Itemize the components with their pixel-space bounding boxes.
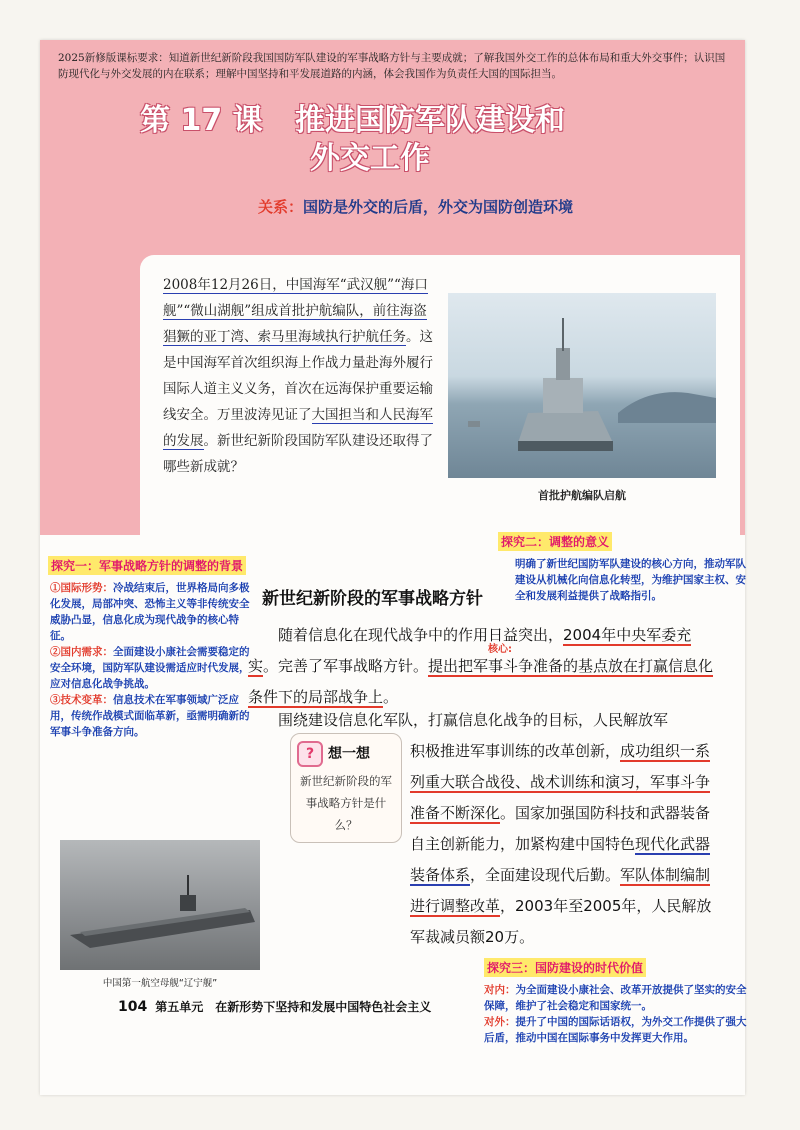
section-title: 新世纪新阶段的军事战略方针 [262,589,483,609]
page-footer [118,998,431,1015]
story-underlined-1: 2008年12月26日，中国海军“武汉舰”“海口舰”“微山湖舰”组成首批护航编队，前往海盗猖獗的亚丁湾、索马里海域执行护航任务 [163,277,428,345]
relation-note [258,196,573,217]
explore1-item3-text: 信息技术在军事领域广泛应用，传统作战模式面临革新，亟需明确新的军事斗争准备方向。 [50,694,250,738]
p1-part-e: 。 [383,688,399,706]
explore2-text: 明确了新世纪国防军队建设的核心方向，推动军队建设从机械化向信息化转型，为维护国家主权、安全和发展利益提供了战略指引。 [515,558,746,602]
lesson-title-line1: 推进国防军队建设和 [295,103,565,138]
explore1-title: 探究一：军事战略方针的调整的背景 [48,556,246,575]
explore1-notes [50,580,250,740]
escort-fleet-caption: 首批护航编队启航 [538,489,626,502]
p2-part-g: 军队体制编制进行调整改革 [410,866,711,915]
relation-text: 国防是外交的后盾，外交为国防创造环境 [303,198,574,216]
explore3-external-text: 提升了中国的国际话语权，为外交工作提供了强大后盾，推动中国在国际事务中发挥更大作用。 [484,1016,747,1044]
explore1-item2-label: ②国内需求： [50,646,113,658]
lesson-title [140,102,700,178]
section-paragraph-2-lead: 围绕建设信息化军队，打赢信息化战争的目标，人民解放军 [278,711,669,729]
section-paragraph-1 [248,620,716,713]
page-number: 104 [118,999,148,1015]
warship-illustration [448,293,716,478]
explore3-notes [484,982,754,1046]
question-icon: ? [297,741,323,767]
unit-title: 第五单元 在新形势下坚持和发展中国特色社会主义 [155,1000,432,1014]
think-question: 新世纪新阶段的军事战略方针是什么？ [300,774,392,832]
story-underlined-2: 大国担当和人民海军的发展 [163,407,433,449]
p1-part-b: 2004年中央军委充实 [248,626,692,675]
relation-label: 关系： [258,198,304,216]
explore3-title: 探究三：国防建设的时代价值 [484,958,646,977]
aircraft-carrier-photo [60,840,260,970]
aircraft-carrier-caption: 中国第一航空母舰“辽宁舰” [102,978,218,989]
think-title: 想一想 [328,746,370,762]
story-end: 。新世纪新阶段国防军队建设还取得了哪些新成就？ [163,433,433,475]
p2-part-d: 。国家加强国防科技和武器装备自主创新能力，加紧构建中国特色 [410,804,711,853]
explore3-internal-text: 为全面建设小康社会、改革开放提供了坚实的安全保障，维护了社会稳定和国家统一。 [484,984,747,1012]
p2-part-b: 积极推进军事训练的改革创新， [410,742,621,760]
p1-part-c: 。完善了军事战略方针。 [263,657,429,675]
carrier-illustration [60,840,260,970]
p2-part-e: 现代化武器装备体系 [410,835,711,884]
p2-part-h: ，2003年至2005年，人民解放军裁减员额20万。 [410,897,712,946]
p2-part-f: ，全面建设现代后勤。 [470,866,621,884]
section-paragraph-2 [410,736,716,953]
p1-part-a: 随着信息化在现代战争中的作用日益突出， [278,626,564,644]
explore3-external-label: 对外： [484,1016,516,1028]
lesson-title-line2: 外交工作 [310,141,430,176]
explore1-item3-label: ③技术变革： [50,694,113,706]
explore3-internal-label: 对内： [484,984,516,996]
explore2-title: 探究二：调整的意义 [498,532,612,551]
intro-story-text [163,272,433,480]
p1-part-d: 提出把军事斗争准备的基点放在打赢信息化条件下的局部战争上 [248,657,714,706]
lesson-number: 第 17 课 [140,103,263,138]
escort-fleet-photo [448,293,716,478]
core-handwritten-note: 核心: [488,644,512,655]
p2-part-c: 成功组织一系列重大联合战役、战术训练和演习，军事斗争准备不断深化 [410,742,711,822]
curriculum-requirements: 2025新修版课标要求：知道新世纪新阶段我国国防军队建设的军事战略方针与主要成就；了解我国外交工作的总体布局和重大外交事件；认识国防现代化与外交发展的内在联系；理解中国坚持和平发展道路的内涵，体会我国作为负责任大国的国际担当。 [58,52,726,80]
explore1-item1-label: ①国际形势： [50,582,113,594]
explore1-item2-text: 全面建设小康社会需要稳定的安全环境，国防军队建设需适应时代发展，应对信息化战争挑战。 [50,646,250,690]
explore1-item1-text: 冷战结束后，世界格局向多极化发展，局部冲突、恐怖主义等非传统安全威胁凸显，信息化成为现代战争的核心特征。 [50,582,250,642]
story-middle: 。这是中国海军首次组织海上作战力量赴海外履行国际人道主义义务，首次在远海保护重要运输线安全。万里波涛见证了 [163,329,433,423]
